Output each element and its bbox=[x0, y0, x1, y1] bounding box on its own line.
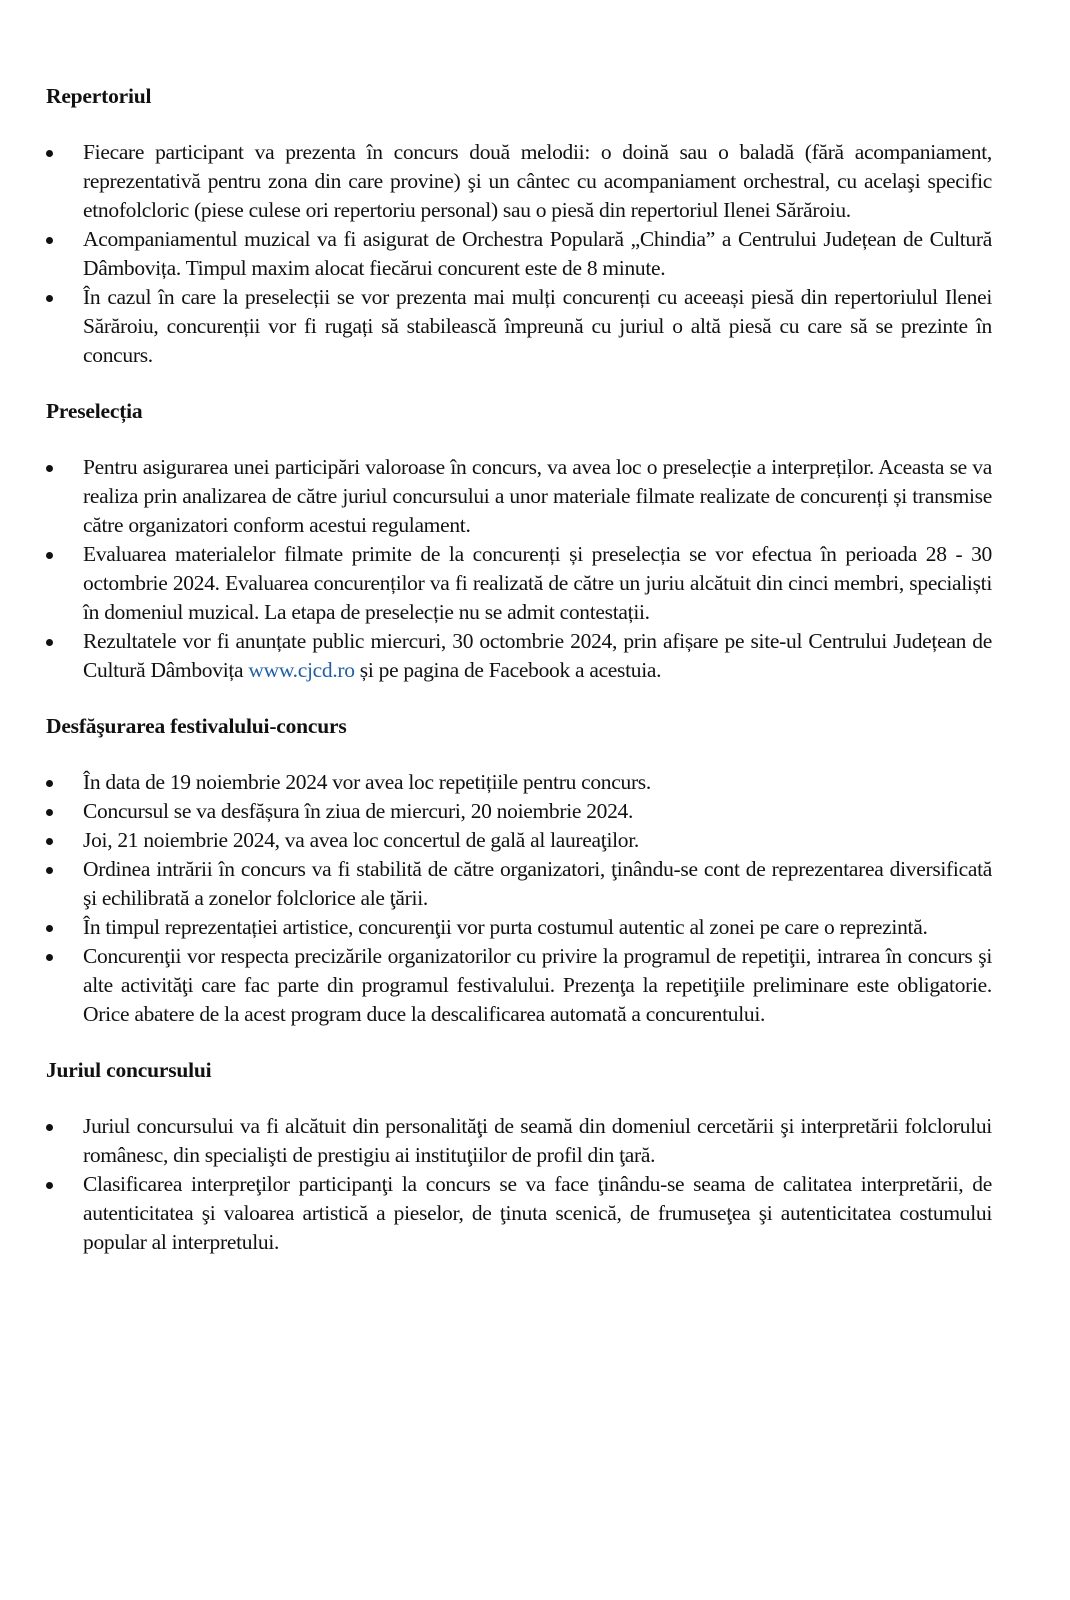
section-repertoriul bbox=[46, 82, 992, 370]
section-title: Desfăşurarea festivalului-concurs bbox=[46, 714, 347, 738]
bullet-icon bbox=[46, 150, 53, 157]
bullet-icon bbox=[46, 809, 53, 816]
list-item: Concursul se va desfășura în ziua de miercuri, 20 noiembrie 2024. bbox=[46, 797, 992, 826]
list-item: În data de 19 noiembrie 2024 vor avea loc repetițiile pentru concurs. bbox=[46, 768, 992, 797]
bullet-list bbox=[46, 138, 992, 370]
list-item: Joi, 21 noiembrie 2024, va avea loc concertul de gală al laureaţilor. bbox=[46, 826, 992, 855]
section-preselectia bbox=[46, 397, 992, 685]
section-juriul bbox=[46, 1056, 992, 1257]
list-item: Evaluarea materialelor filmate primite de la concurenți și preselecția se vor efectua în perioada 28 - 30 octombrie 2024. Evaluarea concurenților va fi realizată de către un juriu alcătuit din cinci membri, specialiști în domeniul muzical. La etapa de preselecție nu se admit contestații. bbox=[46, 540, 992, 627]
bullet-icon bbox=[46, 867, 53, 874]
list-item: Ordinea intrării în concurs va fi stabilită de către organizatori, ţinându-se cont de reprezentarea diversificată şi echilibrată a zonelor folclorice ale ţării. bbox=[46, 855, 992, 913]
bullet-icon bbox=[46, 295, 53, 302]
bullet-list bbox=[46, 1112, 992, 1257]
section-title: Juriul concursului bbox=[46, 1058, 212, 1082]
list-item: Concurenţii vor respecta precizările organizatorilor cu privire la programul de repetiţii, intrarea în concurs şi alte activităţi care fac parte din programul festivalului. Prezenţa la repetiţiile preliminare este obligatorie. Orice abatere de la acest program duce la descalificarea automată a concurentului. bbox=[46, 942, 992, 1029]
list-item: În timpul reprezentației artistice, concurenţii vor purta costumul autentic al zonei pe care o reprezintă. bbox=[46, 913, 992, 942]
section-desfasurarea bbox=[46, 712, 992, 1029]
website-link[interactable]: www.cjcd.ro bbox=[248, 658, 355, 682]
list-item: În cazul în care la preselecții se vor prezenta mai mulți concurenți cu aceeași piesă din repertoriulul Ilenei Sărăroiu, concurenții vor fi rugați să stabilească împreună cu juriul o altă piesă cu care să se prezinte în concurs. bbox=[46, 283, 992, 370]
list-item: Pentru asigurarea unei participări valoroase în concurs, va avea loc o preselecție a interpreților. Aceasta se va realiza prin analizarea de către juriul concursului a unor materiale filmate realizate de concurenți și transmise către organizatori conform acestui regulament. bbox=[46, 453, 992, 540]
bullet-icon bbox=[46, 954, 53, 961]
bullet-icon bbox=[46, 1182, 53, 1189]
bullet-list bbox=[46, 768, 992, 1029]
list-item: Fiecare participant va prezenta în concurs două melodii: o doină sau o baladă (fără acompaniament, reprezentativă pentru zona din care provine) şi un cântec cu acompaniament orchestral, cu acelaşi specific etnofolcloric (piese culese ori repertoriu personal) sau o piesă din repertoriul Ilenei Sărăroiu. bbox=[46, 138, 992, 225]
list-item: Rezultatele vor fi anunțate public miercuri, 30 octombrie 2024, prin afișare pe site-ul Centrului Județean de Cultură Dâmbovița www.cjcd.ro și pe pagina de Facebook a acestuia. bbox=[46, 627, 992, 685]
bullet-icon bbox=[46, 237, 53, 244]
bullet-icon bbox=[46, 552, 53, 559]
bullet-icon bbox=[46, 1124, 53, 1131]
list-item: Acompaniamentul muzical va fi asigurat de Orchestra Populară „Chindia” a Centrului Județean de Cultură Dâmbovița. Timpul maxim alocat fiecărui concurent este de 8 minute. bbox=[46, 225, 992, 283]
bullet-icon bbox=[46, 925, 53, 932]
section-title: Repertoriul bbox=[46, 84, 152, 108]
bullet-icon bbox=[46, 639, 53, 646]
bullet-list bbox=[46, 453, 992, 685]
list-item: Juriul concursului va fi alcătuit din personalităţi de seamă din domeniul cercetării şi interpretării folclorului românesc, din specialişti de prestigiu ai instituţiilor de profil din ţară. bbox=[46, 1112, 992, 1170]
section-title: Preselecția bbox=[46, 399, 143, 423]
list-item: Clasificarea interpreţilor participanţi la concurs se va face ţinându-se seama de calitatea interpretării, de autenticitatea şi valoarea artistică a pieselor, de ţinuta scenică, de frumuseţea şi autenticitatea costumului popular al interpretului. bbox=[46, 1170, 992, 1257]
bullet-icon bbox=[46, 838, 53, 845]
bullet-icon bbox=[46, 465, 53, 472]
bullet-icon bbox=[46, 780, 53, 787]
